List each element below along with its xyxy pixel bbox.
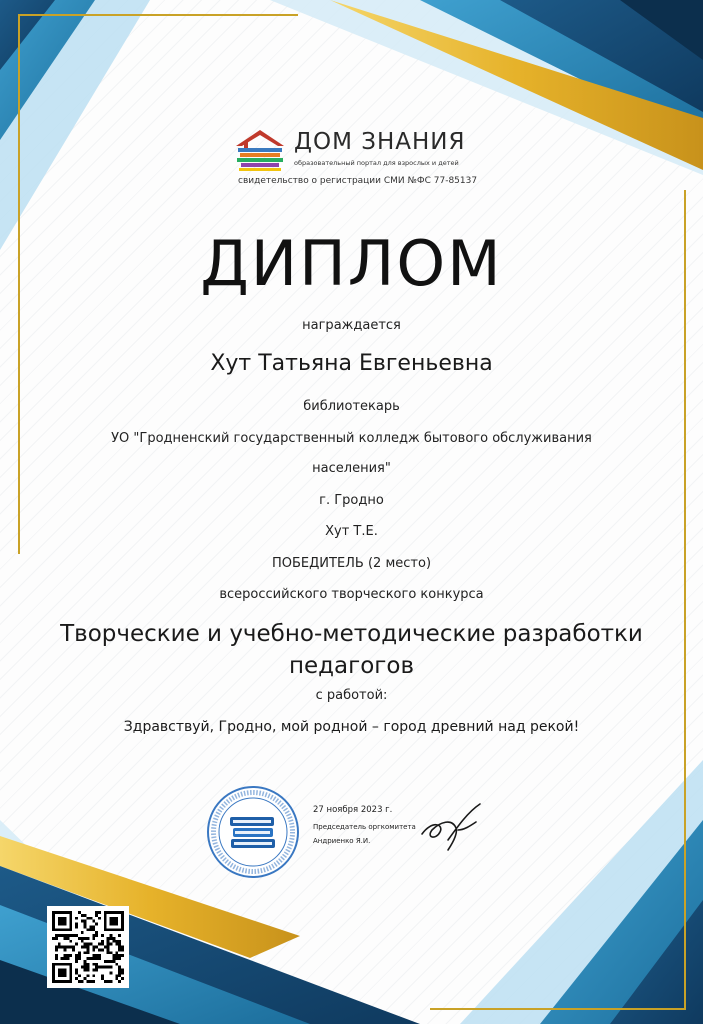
organization-line-1: УО "Гродненский государственный колледж бытового обслуживания [111, 431, 592, 446]
contest-name [0, 618, 703, 682]
registration-info: свидетельство о регистрации СМИ №ФС 77-85137 [238, 176, 478, 186]
signature [418, 800, 488, 852]
portal-name: ДОМ ЗНАНИЯ [294, 129, 466, 155]
qr-code[interactable] [47, 906, 129, 988]
work-label: с работой: [315, 688, 388, 703]
recipient-position: библиотекарь [303, 399, 400, 414]
contest-name-line-2: педагогов [288, 653, 415, 679]
contest-name-line-1: Творческие и учебно-методические разработки [60, 621, 643, 647]
recipient-name: Хут Татьяна Евгеньевна [210, 351, 493, 376]
chair-name: Андриенко Я.И. [313, 837, 371, 845]
issue-date: 27 ноября 2023 г. [313, 805, 393, 815]
books-stamp-icon [206, 785, 300, 879]
city: г. Гродно [319, 493, 384, 508]
house-with-books-icon [232, 128, 288, 172]
contest-intro: всероссийского творческого конкурса [219, 587, 484, 602]
frame-line-bottom [430, 1008, 686, 1010]
portal-subtitle: образовательный портал для взрослых и детей [294, 159, 459, 167]
organization-line-2: населения" [312, 461, 391, 476]
result: ПОБЕДИТЕЛЬ (2 место) [271, 556, 432, 571]
chair-title: Председатель оргкомитета [313, 823, 416, 831]
portal-logo [232, 128, 477, 190]
diploma-title: ДИПЛОМ [200, 227, 503, 300]
qr-code-pattern [52, 911, 124, 983]
awarded-label: награждается [302, 318, 401, 333]
supervisor: Хут Т.Е. [325, 524, 378, 539]
frame-line-top [18, 14, 298, 16]
work-title: Здравствуй, Гродно, мой родной – город древний над рекой! [123, 719, 580, 735]
